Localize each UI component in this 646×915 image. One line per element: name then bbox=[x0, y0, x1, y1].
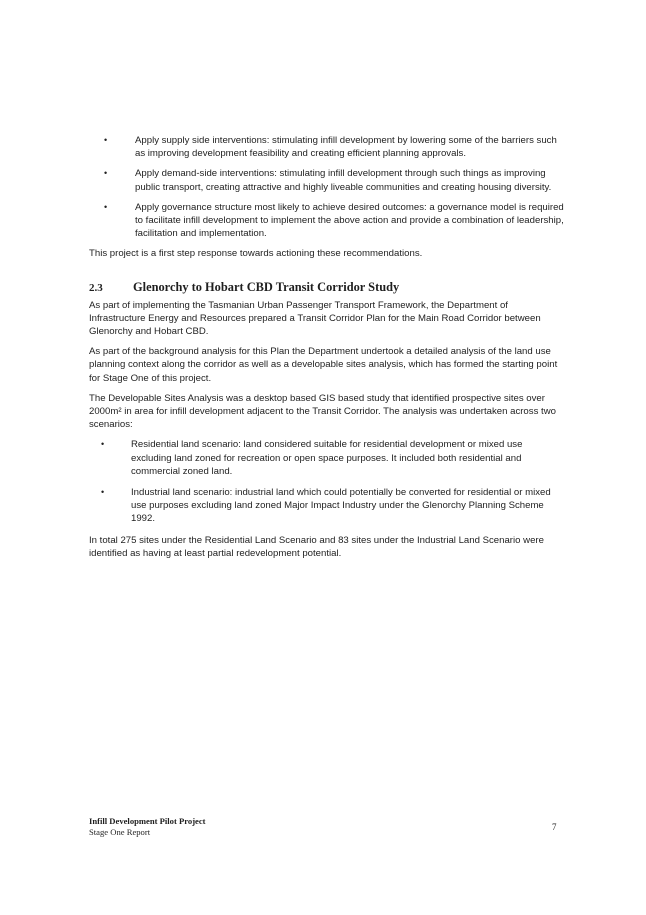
bullet-icon: • bbox=[104, 135, 108, 145]
section-title: Glenorchy to Hobart CBD Transit Corridor Study bbox=[133, 279, 400, 294]
page-content bbox=[89, 134, 564, 567]
paragraph: As part of implementing the Tasmanian Urban Passenger Transport Framework, the Department of Infrastructure Energy and Resources prepared a Transit Corridor Plan for the Main Road Corridor between Glenorchy and Hobart CBD. bbox=[89, 299, 541, 338]
page-number: 7 bbox=[552, 822, 557, 832]
paragraph-total: In total 275 sites under the Residential Land Scenario and 83 sites under the Industrial Land Scenario were identified as having at least partial redevelopment potential. bbox=[89, 534, 544, 559]
list-item: • Apply demand-side interventions: stimulating infill development through such things as improving public transport, creating attractive and highly liveable communities and creating housing diversity. bbox=[104, 168, 552, 193]
bullet-icon: • bbox=[104, 168, 108, 179]
paragraph: As part of the background analysis for this Plan the Department undertook a detailed analysis of the land use planning context along the corridor as well as a developable sites analysis, which has formed the starting point for Stage One of this project. bbox=[89, 346, 558, 384]
bullet-icon: • bbox=[104, 201, 108, 212]
section-number: 2.3 bbox=[89, 281, 103, 294]
scenarios-list bbox=[89, 438, 564, 525]
list-item: • Residential land scenario: land considered suitable for residential development or mixed use excluding land zoned for recreation or open space purposes. It included both residential and commercial zoned land. bbox=[101, 439, 523, 477]
paragraph-first-step: This project is a first step response towards actioning these recommendations. bbox=[89, 248, 423, 260]
list-item: • Apply governance structure most likely to achieve desired outcomes: a governance model is required to facilitate infill development to implement the above action and provide a combination of leadership, facilitation and implementation. bbox=[104, 201, 564, 240]
paragraph: The Developable Sites Analysis was a desktop based GIS based study that identified prospective sites over 2000m² in area for infill development adjacent to the Transit Corridor. The analysis was undertaken across two scenarios: bbox=[89, 392, 556, 431]
section-heading bbox=[89, 280, 564, 295]
bullet-icon: • bbox=[101, 487, 105, 498]
recommendations-list bbox=[89, 134, 564, 240]
footer-title: Infill Development Pilot Project bbox=[89, 816, 206, 826]
list-item: • Apply supply side interventions: stimulating infill development by lowering some of the barriers such as improving development feasibility and creating efficient planning approvals. bbox=[104, 135, 557, 160]
list-item: • Industrial land scenario: industrial land which could potentially be converted for residential or mixed use purposes excluding land zoned Major Impact Industry under the Glenorchy Planning Scheme 1992. bbox=[101, 487, 551, 525]
bullet-icon: • bbox=[101, 439, 105, 450]
footer-subtitle: Stage One Report bbox=[89, 826, 151, 837]
page-footer bbox=[89, 816, 206, 837]
